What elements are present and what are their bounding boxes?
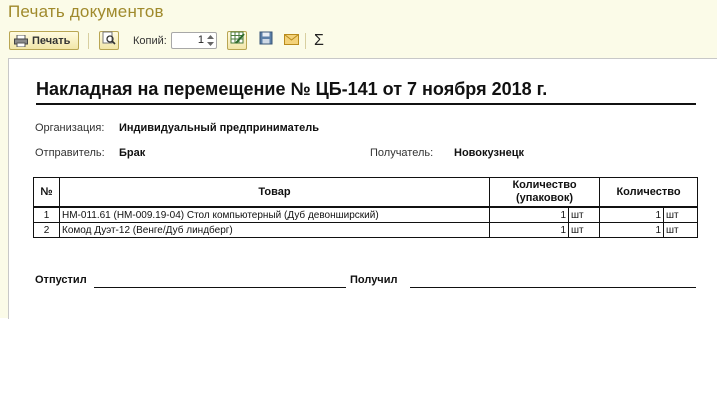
heading-underline [36,103,696,105]
document-heading: Накладная на перемещение № ЦБ-141 от 7 ноября 2018 г. [36,79,548,99]
col-header-number: № [34,178,60,208]
col-header-item: Товар [60,178,490,208]
row-unit: шт [664,207,698,223]
send-email-button[interactable] [281,31,301,50]
sender-value: Брак [119,147,146,159]
sum-button[interactable] [309,31,329,50]
document-preview[interactable] [8,58,717,319]
row-item: Комод Дуэт-12 (Венге/Дуб линдберг) [60,223,490,238]
row-number: 2 [34,223,60,238]
copies-label: Копий: [133,35,167,47]
col-header-qty-packages: Количество (упаковок) [490,178,600,208]
row-unit: шт [664,223,698,238]
toolbar [0,28,717,54]
released-by-signature-line [94,287,346,288]
receiver-value: Новокузнецк [454,147,524,159]
received-by-label: Получил [350,274,398,286]
table-row [34,207,698,223]
row-qty-packages: 1 [490,207,569,223]
toolbar-divider [305,33,306,49]
floppy-disk-icon [259,31,273,50]
envelope-icon [284,32,299,50]
row-qty: 1 [600,207,664,223]
goods-table [33,177,698,238]
sum-icon: Σ [314,31,324,49]
copies-value: 1 [197,34,204,46]
edit-mode-button[interactable] [227,31,247,50]
print-button[interactable] [9,31,79,50]
table-edit-icon [230,31,245,50]
table-header-row [34,178,698,208]
row-number: 1 [34,207,60,223]
toolbar-divider [88,33,89,49]
row-qty-packages: 1 [490,223,569,238]
print-button-label: Печать [32,34,71,47]
organization-label: Организация: [35,122,105,134]
col-header-qty: Количество [600,178,698,208]
print-preview-button[interactable] [99,31,119,50]
organization-value: Индивидуальный предприниматель [119,122,319,134]
released-by-label: Отпустил [35,274,87,286]
save-button[interactable] [256,31,276,50]
row-qty: 1 [600,223,664,238]
row-item: НМ-011.61 (НМ-009.19-04) Стол компьютерный (Дуб девонширский) [60,207,490,223]
sender-label: Отправитель: [35,147,105,159]
receiver-label: Получатель: [370,147,434,159]
stepper-arrows-icon[interactable] [206,34,215,47]
printer-icon [14,35,28,47]
received-by-signature-line [410,287,696,288]
table-row [34,223,698,238]
row-unit-packages: шт [569,207,600,223]
preview-icon [102,31,116,50]
window-title: Печать документов [8,2,164,21]
row-unit-packages: шт [569,223,600,238]
copies-stepper[interactable] [171,32,217,49]
